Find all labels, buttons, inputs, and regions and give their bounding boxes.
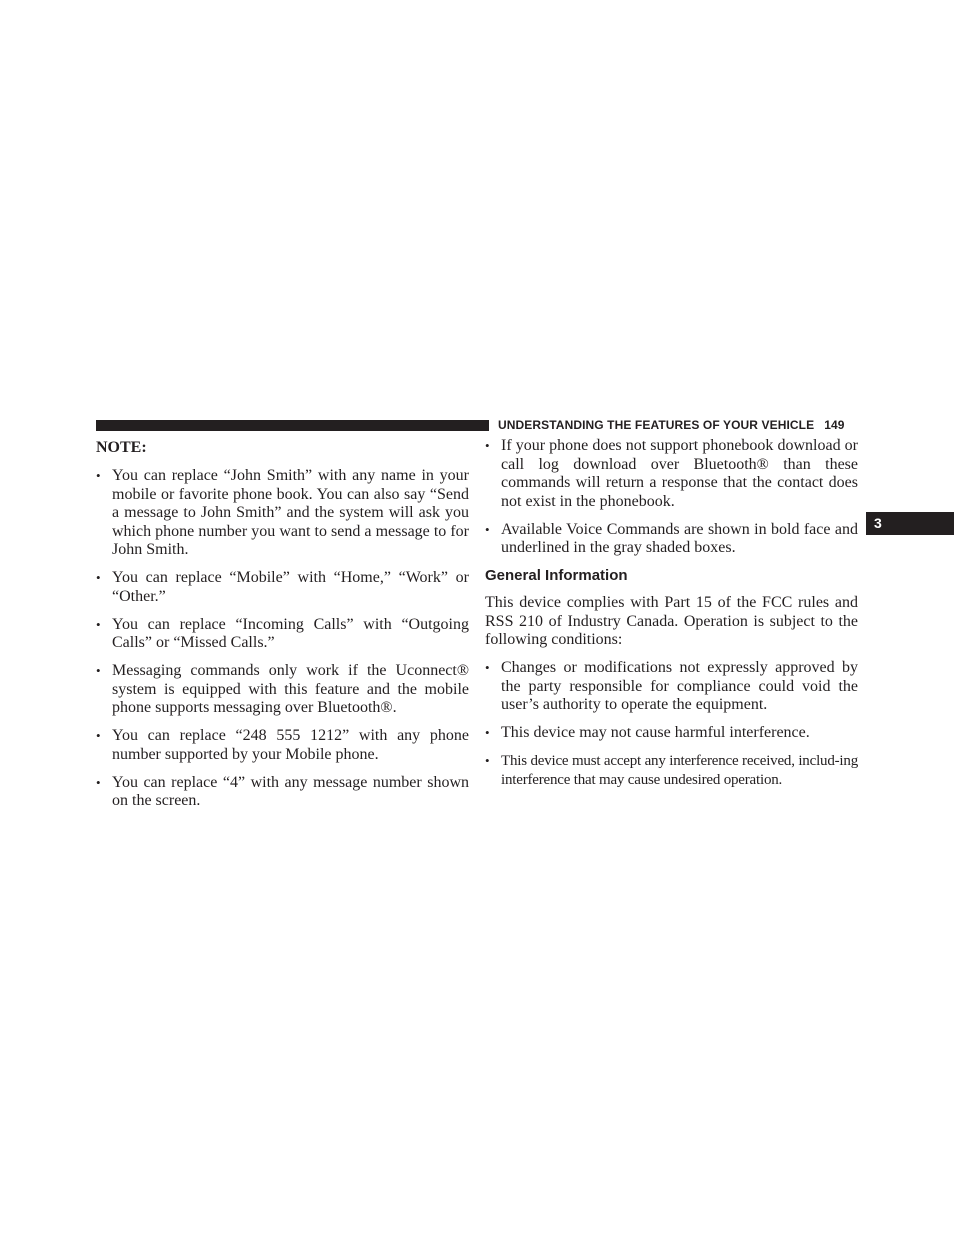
bullet-icon: •: [485, 753, 490, 768]
list-item-text: If your phone does not support phonebook download or call log download over Bluetooth® than these commands will return a response that the contact does not exist in the phonebook.: [501, 437, 858, 510]
bullet-icon: •: [96, 728, 101, 743]
chapter-tab: [866, 512, 954, 535]
right-column: [485, 437, 858, 799]
list-item-text: You can replace “248 555 1212” with any phone number supported by your Mobile phone.: [112, 727, 469, 763]
list-item: [485, 659, 858, 715]
bullet-icon: •: [96, 616, 101, 632]
bullet-icon: •: [485, 725, 490, 740]
page-number: 149: [824, 418, 845, 432]
note-bullet-list: [96, 467, 469, 811]
fcc-paragraph: This device complies with Part 15 of the FCC rules and RSS 210 of Industry Canada. Operation is subject to the following conditions:: [485, 594, 858, 648]
list-item-text: You can replace “4” with any message number shown on the screen.: [112, 773, 469, 809]
note-label: NOTE:: [96, 439, 147, 456]
bullet-icon: •: [96, 570, 101, 585]
list-item: [96, 727, 469, 764]
bullet-icon: •: [485, 438, 490, 453]
list-item-text: Changes or modifications not expressly approved by the party responsible for compliance could void the user’s authority to operate the equipment.: [501, 659, 858, 713]
header-title: UNDERSTANDING THE FEATURES OF YOUR VEHICLE: [498, 418, 815, 432]
bullet-icon: •: [96, 774, 101, 790]
list-item-text: You can replace “Mobile” with “Home,” “Work” or “Other.”: [112, 569, 469, 605]
list-item: [96, 774, 469, 811]
list-item: [485, 752, 858, 789]
left-column: [96, 437, 469, 820]
list-item: [485, 521, 858, 558]
list-item: [96, 569, 469, 606]
list-item: [96, 616, 469, 653]
list-item: [485, 437, 858, 511]
chapter-number: 3: [874, 515, 882, 531]
list-item-text: This device may not cause harmful interference.: [501, 724, 810, 741]
list-item-text: This device must accept any interference received, includ-ing interference that may cause undesired operation.: [501, 753, 858, 788]
list-item-text: Available Voice Commands are shown in bold face and underlined in the gray shaded boxes.: [501, 520, 858, 556]
bullet-icon: •: [485, 660, 490, 675]
list-item: [96, 467, 469, 560]
list-item-text: Messaging commands only work if the Uconnect® system is equipped with this feature and the mobile phone supports messaging over Bluetooth®.: [112, 662, 469, 716]
list-item: [96, 662, 469, 718]
fcc-conditions-list: [485, 659, 858, 789]
bullet-icon: •: [96, 468, 101, 483]
list-item-text: You can replace “Incoming Calls” with “Outgoing Calls” or “Missed Calls.”: [112, 615, 469, 651]
list-item-text: You can replace “John Smith” with any name in your mobile or favorite phone book. You can also say “Send a message to John Smith” and the system will ask you which phone number you want to send a message to for John Smith.: [112, 467, 469, 558]
running-header: [498, 417, 858, 433]
section-heading: General Information: [485, 567, 628, 584]
header-rule: [96, 420, 489, 431]
list-item: [485, 724, 858, 743]
bullet-icon: •: [485, 521, 490, 537]
bullet-icon: •: [96, 663, 101, 678]
voice-command-bullet-list: [485, 437, 858, 558]
